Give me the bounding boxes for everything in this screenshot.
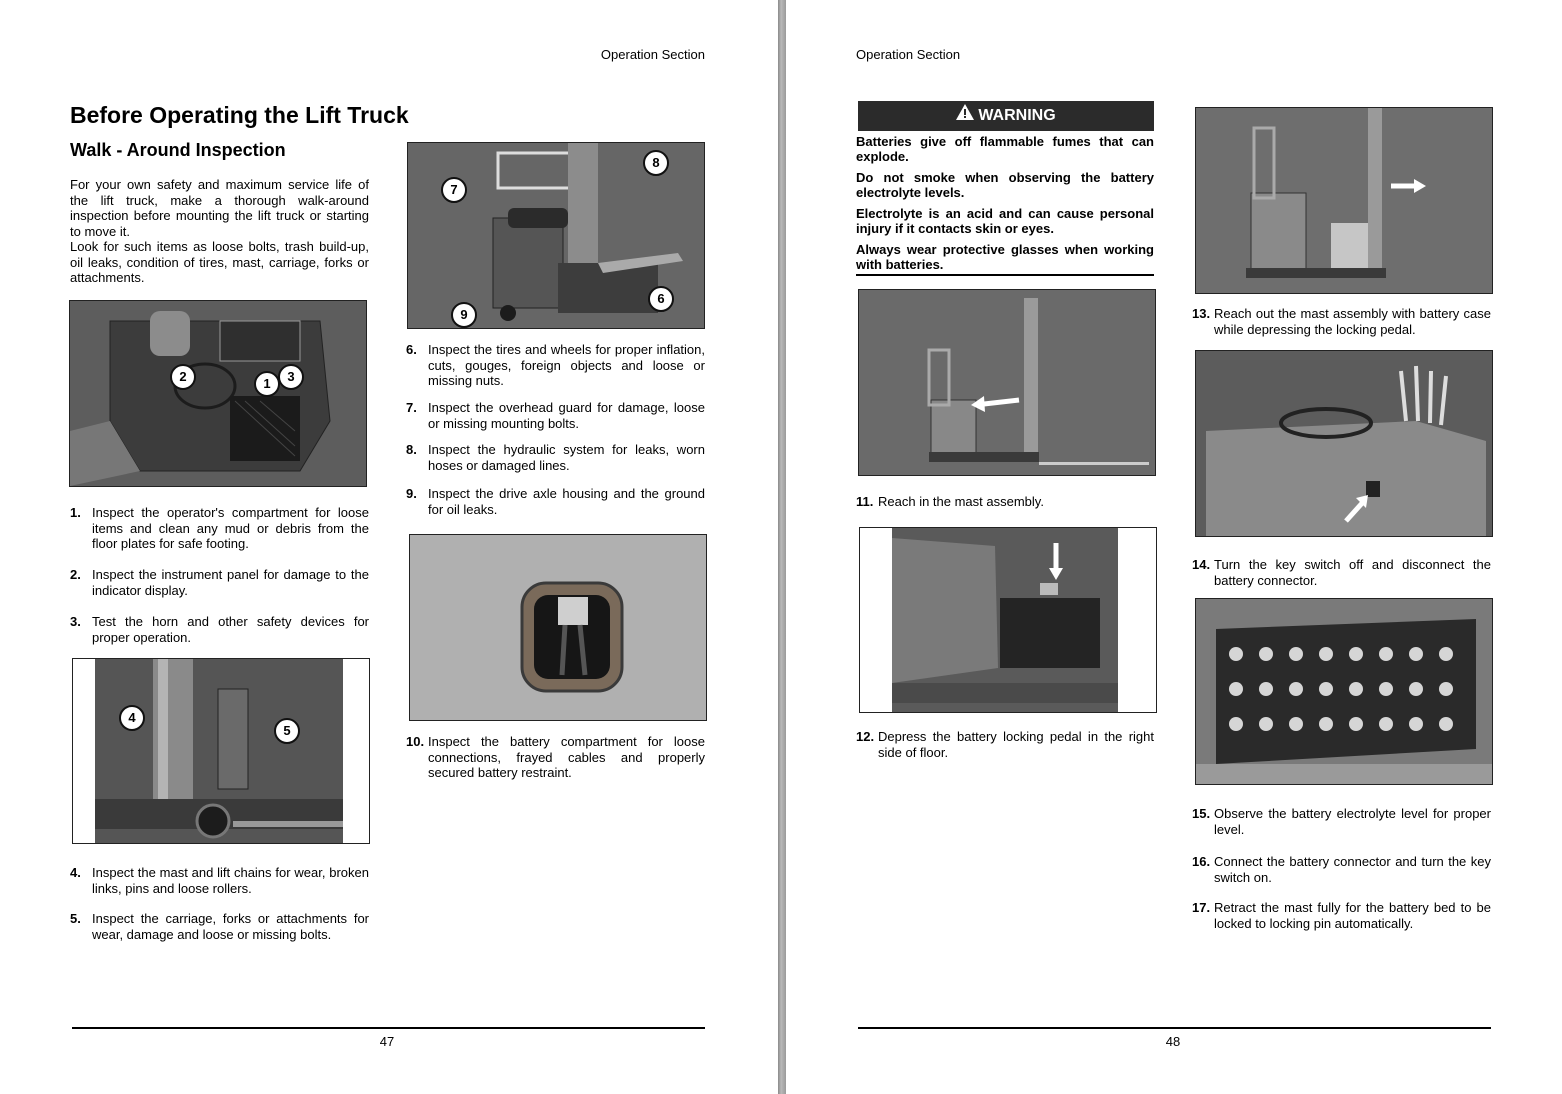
step-number: 11. xyxy=(856,494,874,509)
book-gutter xyxy=(778,0,786,1094)
warning-line: Do not smoke when observing the battery electrolyte levels. xyxy=(856,170,1154,200)
battery-cells-image xyxy=(1195,598,1493,785)
callout-7: 7 xyxy=(441,177,467,203)
callout-2: 2 xyxy=(170,364,196,390)
step-number: 2. xyxy=(70,567,81,582)
footer-rule xyxy=(858,1027,1491,1029)
step-number: 15. xyxy=(1192,806,1211,821)
right-page xyxy=(786,0,1562,1094)
intro-paragraph xyxy=(70,177,369,286)
callout-4: 4 xyxy=(119,705,145,731)
page-title: Before Operating the Lift Truck xyxy=(70,102,409,128)
step-16 xyxy=(1192,854,1491,885)
step-number: 6. xyxy=(406,342,417,357)
page-number: 47 xyxy=(379,1034,395,1049)
step-number: 4. xyxy=(70,865,81,880)
intro-text-1: For your own safety and maximum service life of the lift truck, make a thorough walk-around inspection before mounting the lift truck or starting to move it. xyxy=(70,177,369,239)
step-number: 1. xyxy=(70,505,81,520)
step-text: Retract the mast fully for the battery bed to be locked to locking pin automatically. xyxy=(1214,900,1491,931)
step-text: Inspect the overhead guard for damage, loose or missing mounting bolts. xyxy=(428,400,705,431)
step-number: 12. xyxy=(856,729,875,744)
step-5 xyxy=(70,911,369,942)
step-number: 16. xyxy=(1192,854,1211,869)
step-number: 8. xyxy=(406,442,417,457)
step-4 xyxy=(70,865,369,896)
step-13 xyxy=(1192,306,1491,337)
step-9 xyxy=(406,486,705,517)
step-12 xyxy=(856,729,1154,760)
callout-3: 3 xyxy=(278,364,304,390)
step-11 xyxy=(856,494,1154,510)
page-header: Operation Section xyxy=(600,47,705,62)
mast-image xyxy=(72,658,370,844)
step-text: Connect the battery connector and turn the key switch on. xyxy=(1214,854,1491,885)
step-3 xyxy=(70,614,369,645)
step-8 xyxy=(406,442,705,473)
truck-overview-image xyxy=(407,142,705,329)
step-text: Observe the battery electrolyte level for proper level. xyxy=(1214,806,1491,837)
step-15 xyxy=(1192,806,1491,837)
step-text: Inspect the operator's compartment for loose items and clean any mud or debris from the floor plates for safe footing. xyxy=(92,505,369,551)
battery-compartment-image xyxy=(409,534,707,721)
reach-out-mast-image xyxy=(1195,107,1493,294)
warning-line: Batteries give off flammable fumes that can explode. xyxy=(856,134,1154,164)
step-text: Inspect the drive axle housing and the ground for oil leaks. xyxy=(428,486,705,517)
step-6 xyxy=(406,342,705,389)
step-number: 5. xyxy=(70,911,81,926)
callout-1: 1 xyxy=(254,371,280,397)
step-text: Inspect the mast and lift chains for wear, broken links, pins and loose rollers. xyxy=(92,865,369,896)
step-text: Inspect the battery compartment for loose connections, frayed cables and properly secured battery restraint. xyxy=(428,734,705,780)
step-text: Inspect the carriage, forks or attachments for wear, damage and loose or missing bolts. xyxy=(92,911,369,942)
step-number: 14. xyxy=(1192,557,1211,572)
step-number: 17. xyxy=(1192,900,1211,915)
step-number: 3. xyxy=(70,614,81,629)
warning-banner xyxy=(858,101,1154,131)
key-switch-image xyxy=(1195,350,1493,537)
page-header: Operation Section xyxy=(856,47,961,62)
warning-triangle-icon xyxy=(956,101,974,131)
step-text: Test the horn and other safety devices for proper operation. xyxy=(92,614,369,645)
callout-6: 6 xyxy=(648,286,674,312)
operator-compartment-image xyxy=(69,300,367,487)
step-number: 9. xyxy=(406,486,417,501)
step-number: 10. xyxy=(406,734,425,749)
section-subtitle: Walk - Around Inspection xyxy=(70,140,286,160)
step-number: 13. xyxy=(1192,306,1211,321)
step-7 xyxy=(406,400,705,431)
step-17 xyxy=(1192,900,1491,931)
warning-line: Always wear protective glasses when working with batteries. xyxy=(856,242,1154,272)
step-text: Turn the key switch off and disconnect the battery connector. xyxy=(1214,557,1491,588)
reach-in-mast-image xyxy=(858,289,1156,476)
step-text: Inspect the instrument panel for damage to the indicator display. xyxy=(92,567,369,598)
warning-text xyxy=(856,134,1154,278)
step-text: Reach out the mast assembly with battery case while depressing the locking pedal. xyxy=(1214,306,1491,337)
warning-line: Electrolyte is an acid and can cause personal injury if it contacts skin or eyes. xyxy=(856,206,1154,236)
left-page xyxy=(0,0,778,1094)
footer-rule xyxy=(72,1027,705,1029)
locking-pedal-image xyxy=(859,527,1157,713)
warning-rule xyxy=(856,274,1154,276)
callout-5: 5 xyxy=(274,718,300,744)
step-text: Inspect the tires and wheels for proper inflation, cuts, gouges, foreign objects and loose or missing nuts. xyxy=(428,342,705,388)
intro-text-2: Look for such items as loose bolts, trash build-up, oil leaks, condition of tires, mast, carriage, forks or attachments. xyxy=(70,239,369,285)
step-2 xyxy=(70,567,369,598)
step-number: 7. xyxy=(406,400,417,415)
step-text: Reach in the mast assembly. xyxy=(878,494,1044,509)
step-10 xyxy=(406,734,705,781)
step-14 xyxy=(1192,557,1491,588)
step-text: Depress the battery locking pedal in the right side of floor. xyxy=(878,729,1154,760)
callout-8: 8 xyxy=(643,150,669,176)
page-number: 48 xyxy=(1165,1034,1181,1049)
step-1 xyxy=(70,505,369,552)
warning-label: WARNING xyxy=(978,107,1056,125)
step-text: Inspect the hydraulic system for leaks, worn hoses or damaged lines. xyxy=(428,442,705,473)
callout-9: 9 xyxy=(451,302,477,328)
